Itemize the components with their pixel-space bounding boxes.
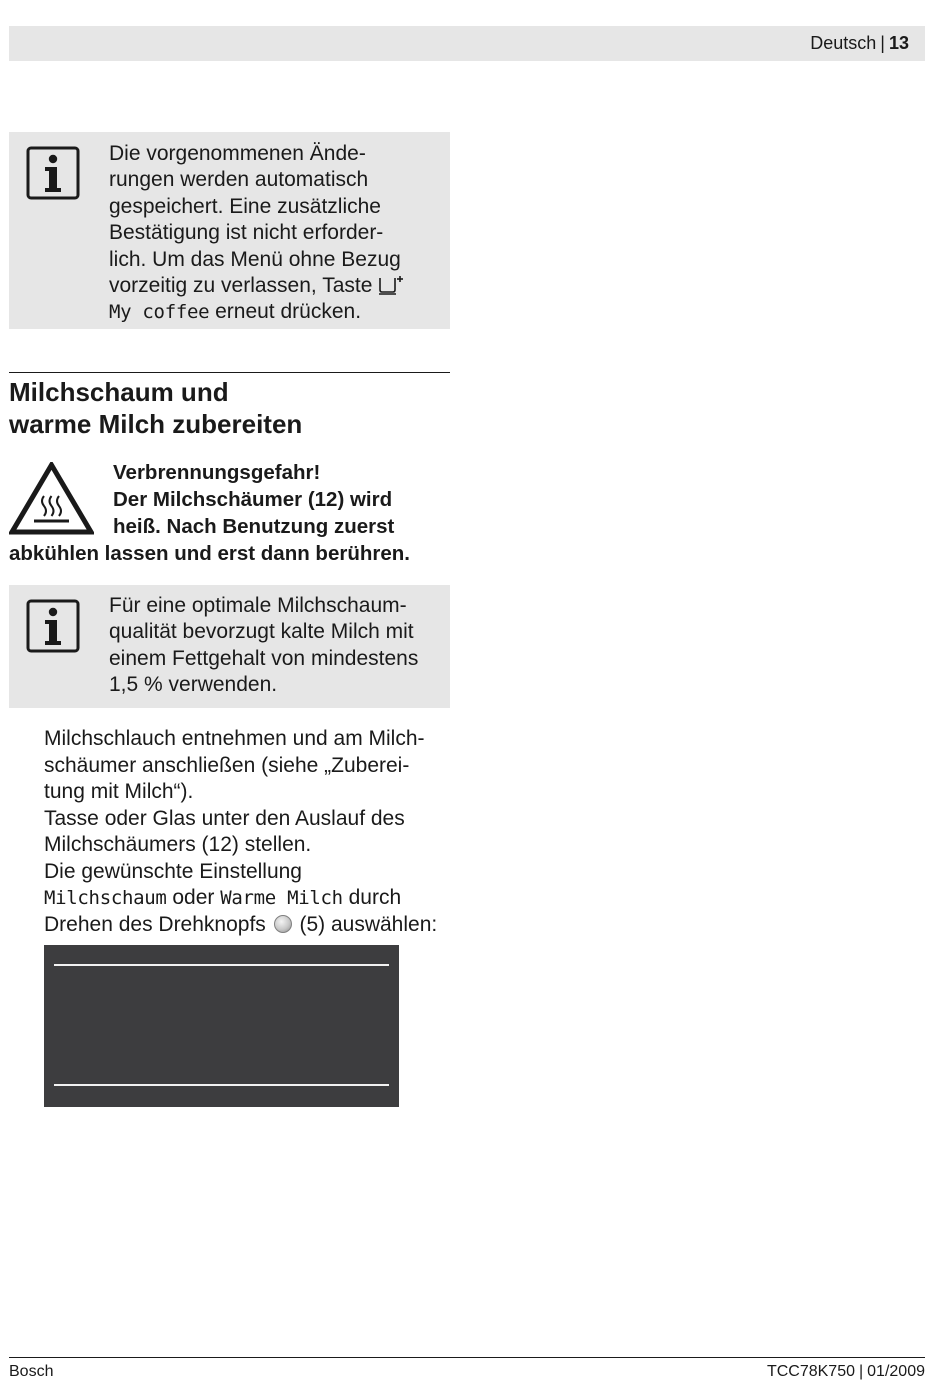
- knob-prefix: Drehen des Drehknopfs: [44, 912, 272, 936]
- warning-text: [9, 459, 454, 567]
- info-box-milk-quality: [9, 585, 450, 708]
- page-number: 13: [888, 33, 909, 53]
- warning-line: Verbrennungsgefahr!: [113, 461, 321, 484]
- info-line: [109, 299, 404, 325]
- info-text-milk-quality: [109, 593, 418, 699]
- instruction-line: Die gewünschte Einstellung: [44, 859, 302, 883]
- instruction-line: Tasse oder Glas unter den Auslauf des: [44, 806, 405, 830]
- option-suffix: durch: [342, 886, 402, 909]
- display-top-rule: [54, 964, 389, 966]
- instruction-line: schäumer anschließen (siehe „Zuberei-: [44, 753, 410, 777]
- instruction-line: [44, 912, 437, 939]
- section-title-line: warme Milch zubereiten: [9, 409, 303, 439]
- info-box-autosave: [9, 132, 450, 329]
- cup-plus-icon: [378, 275, 404, 295]
- page-header: [9, 26, 925, 61]
- info-line: 1,5 % verwenden.: [109, 673, 278, 697]
- footer-model-date: [767, 1363, 925, 1381]
- option-milchschaum: Milchschaum: [44, 887, 167, 909]
- warning-line: Der Milchschäumer (12) wird: [113, 488, 393, 511]
- info-line: lich. Um das Menü ohne Bezug: [109, 247, 401, 271]
- my-coffee-button-label: My coffee: [109, 301, 210, 324]
- rotary-knob-icon: [274, 915, 292, 933]
- info-line: Bestätigung ist nicht erforder-: [109, 221, 384, 245]
- info-line: gespeichert. Eine zusätzliche: [109, 194, 381, 218]
- info-line-text: erneut drücken.: [209, 300, 362, 324]
- warning-line: abkühlen lassen und erst dann berühren.: [9, 542, 410, 565]
- header-text: [810, 33, 909, 53]
- footer-date: 01/2009: [867, 1363, 925, 1380]
- header-language: Deutsch: [810, 33, 877, 53]
- info-line: [109, 273, 404, 299]
- instruction-line: Milchschäumers (12) stellen.: [44, 833, 312, 856]
- info-icon: [26, 146, 80, 200]
- section-title: [9, 376, 302, 440]
- display-bottom-rule: [54, 1084, 389, 1086]
- footer-model: TCC78K750: [766, 1363, 855, 1380]
- info-line: qualität bevorzugt kalte Milch mit: [109, 620, 414, 644]
- instruction-line: tung mit Milch“).: [44, 780, 194, 803]
- section-title-line: Milchschaum und: [9, 377, 229, 407]
- header-separator: |: [880, 33, 885, 53]
- section-rule: [9, 372, 450, 373]
- machine-display: [44, 945, 399, 1107]
- info-icon: [26, 599, 80, 653]
- footer-brand: Bosch: [9, 1363, 54, 1380]
- instruction-line: [44, 885, 437, 912]
- info-line: rungen werden automatisch: [109, 168, 369, 192]
- info-text-autosave: [109, 141, 404, 326]
- instruction-line: Milchschlauch entnehmen und am Milch-: [44, 727, 425, 750]
- footer-separator: |: [859, 1363, 864, 1380]
- info-line-text: vorzeitig zu verlassen, Taste: [109, 274, 373, 298]
- footer-rule: [9, 1357, 925, 1358]
- info-line: Die vorgenommenen Ände-: [109, 142, 366, 165]
- option-joiner: oder: [166, 886, 221, 909]
- info-line: einem Fettgehalt von mindestens: [109, 646, 419, 670]
- knob-suffix: (5) auswählen:: [293, 912, 438, 936]
- warning-line: heiß. Nach Benutzung zuerst: [113, 515, 395, 538]
- instructions: [44, 726, 437, 938]
- option-warme-milch: Warme Milch: [220, 887, 343, 909]
- info-line: Für eine optimale Milchschaum-: [109, 594, 407, 617]
